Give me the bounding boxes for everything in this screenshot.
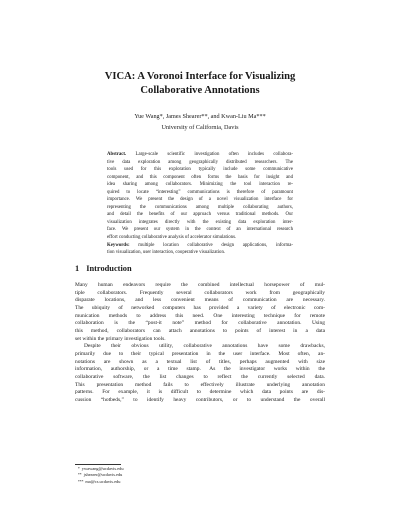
body-line: The ubiquity of networked computers has provided a variety of electronic com-: [75, 304, 325, 311]
body-line: this method, collaborators can attach annotations to points of interest in a data: [75, 327, 325, 334]
abstract-line: tive data exploration among geographically distributed researchers. The: [107, 159, 293, 165]
footnote-mark: ***: [78, 479, 84, 484]
abstract-line: visualization integrates directly with the existing data exploration inter-: [107, 219, 293, 225]
section-number: 1: [75, 264, 80, 273]
title-line: Collaborative Annotations: [140, 85, 260, 96]
body-line: notations are shown as a textual list of titles, perhaps augmented with size: [75, 358, 325, 365]
body-line: information, authorship, or a time stamp. As the investigator works within the: [75, 366, 325, 373]
body-line: primarily due to their typical presentation in the user interface. Most often, an-: [75, 350, 325, 357]
body-line: tiple collaborators. Frequently several collaborators work from geographically: [75, 289, 325, 296]
keywords-label: Keywords:: [107, 242, 130, 248]
abstract: [107, 151, 293, 257]
footnote-email: ma@cs.ucdavis.edu: [85, 478, 121, 484]
abstract-line: effort conducting collaborative analysis of accelerator simulations.: [107, 235, 237, 241]
body-line: collaborative software, the list changes to reflect the currently selected data.: [75, 373, 325, 380]
body-line: This presentation method fails to effectively illustrate underlying annotation: [75, 381, 325, 388]
footnote-email: jshearer@ucdavis.edu: [83, 472, 123, 478]
abstract-line: quired to locate “interesting” communications is therefore of paramount: [107, 189, 293, 195]
body-line: set within the primary investigation tools.: [75, 335, 166, 342]
body-text: [75, 282, 325, 405]
section-heading: [75, 264, 132, 273]
footnotes: [78, 466, 124, 485]
body-line: Many human endeavors require the combined intellectual horsepower of mul-: [75, 282, 325, 288]
paper-title: [40, 70, 360, 98]
affiliation: University of California, Davis: [161, 124, 239, 131]
abstract-line: idea sharing among collaborators. Minimizing the tool interaction re-: [107, 182, 293, 188]
body-line: munication methods to address this need. One interesting technique for remote: [75, 312, 325, 319]
keywords-line: tion visualization, user interaction, cooperative visualization.: [107, 250, 226, 256]
abstract-label: Abstract.: [107, 152, 127, 157]
body-line: disparate locations, and less convenient means of communication are necessary.: [75, 297, 325, 304]
abstract-line: and detail the benefits of our approach versus traditional methods. Our: [107, 212, 293, 218]
section-title: Introduction: [86, 264, 132, 273]
body-line: patterns. For example, it is difficult to determine which data points are dis-: [75, 389, 325, 396]
body-line: cussion “hotbeds,” to identify heavy contributors, or to understand the overall: [75, 396, 325, 403]
abstract-line: face. We present our system in the context of an international research: [107, 227, 293, 233]
body-line: collaboration is the “post-it note” method for collaborative annotation. Using: [75, 320, 325, 327]
author-list: Yue Wang*, James Shearer**, and Kwan-Liu Ma***: [134, 113, 266, 120]
footnote-email: ywawang@ucdavis.edu: [81, 466, 124, 471]
footnote-rule: [75, 464, 121, 465]
abstract-line: importance. We present the design of a novel visualization interface for: [107, 197, 293, 203]
abstract-line: Abstract. Large-scale scientific investigation often includes collabora-: [107, 152, 293, 157]
abstract-line: representing the communications among multiple collaborating authors,: [107, 204, 293, 210]
body-line: Despite their obvious utility, collaborative annotations have some drawbacks,: [84, 343, 325, 350]
footnote: [78, 479, 124, 485]
footnote-mark: **: [78, 473, 82, 478]
abstract-line: tools used for this exploration typically include some communicative: [107, 167, 293, 173]
footnote-mark: *: [78, 467, 80, 471]
title-line: VICA: A Voronoi Interface for Visualizing: [104, 71, 296, 82]
abstract-line: component, and this component often forms the basis for insight and: [107, 174, 293, 180]
keywords-line: Keywords: multiple location collaborative design applications, informa-: [107, 242, 293, 248]
